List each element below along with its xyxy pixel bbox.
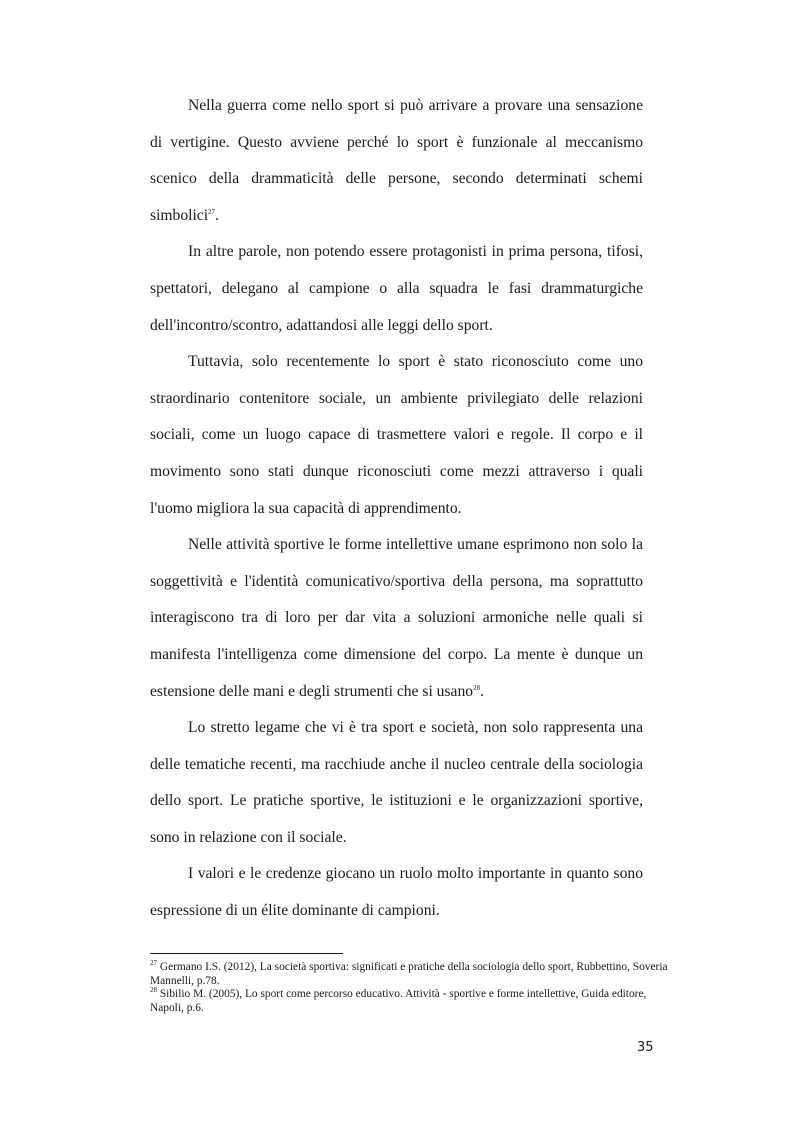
footnote-number: 28 xyxy=(150,986,157,995)
paragraph-1-end: . xyxy=(215,206,219,224)
document-body xyxy=(150,88,643,930)
footnote-ref-27[interactable]: 27 xyxy=(208,207,216,216)
paragraph-4 xyxy=(150,527,643,710)
footnotes xyxy=(150,961,670,1015)
footnote-number: 27 xyxy=(150,959,157,968)
paragraph-6: I valori e le credenze giocano un ruolo molto importante in quanto sono espressione di un élite dominante di campioni. xyxy=(150,865,643,920)
paragraph-1-text: Nella guerra come nello sport si può arrivare a provare una sensazione di vertigine. Questo avviene perché lo sport è funzionale al meccanismo scenico della drammaticità delle persone, secondo determinati schemi simbolici xyxy=(150,97,643,224)
paragraph-4-end: . xyxy=(480,682,484,700)
footnote-text: Germano I.S. (2012), La società sportiva: significati e pratiche della sociologia dello sport, Rubbettino, Soveria Mannelli, p.78. xyxy=(150,961,668,987)
paragraph-4-text: Nelle attività sportive le forme intellettive umane esprimono non solo la soggettività e l'identità comunicativo/sportiva della persona, ma soprattutto interagiscono tra di loro per dar vita a soluzioni armoniche nelle quali si manifesta l'intelligenza come dimensione del corpo. La mente è dunque un estensione delle mani e degli strumenti che si usano xyxy=(150,536,643,700)
footnote-separator xyxy=(150,953,343,954)
page-number: 35 xyxy=(637,1040,654,1055)
footnote-28 xyxy=(150,988,670,1015)
footnote-ref-28[interactable]: 28 xyxy=(473,683,481,692)
paragraph-3: Tuttavia, solo recentemente lo sport è stato riconosciuto come uno straordinario contenitore sociale, un ambiente privilegiato delle relazioni sociali, come un luogo capace di trasmettere valori e regole. Il corpo e il movimento sono stati dunque riconosciuti come mezzi attraverso i quali l'uomo migliora la sua capacità di apprendimento. xyxy=(150,353,643,517)
paragraph-1 xyxy=(150,88,643,234)
paragraph-5: Lo stretto legame che vi è tra sport e società, non solo rappresenta una delle tematiche recenti, ma racchiude anche il nucleo centrale della sociologia dello sport. Le pratiche sportive, le istituzioni e le organizzazioni sportive, sono in relazione con il sociale. xyxy=(150,719,643,846)
footnote-text: Sibilio M. (2005), Lo sport come percorso educativo. Attività - sportive e forme intellettive, Guida editore, Napoli, p.6. xyxy=(150,988,647,1014)
footnote-27 xyxy=(150,961,670,988)
paragraph-2: In altre parole, non potendo essere protagonisti in prima persona, tifosi, spettatori, delegano al campione o alla squadra le fasi drammaturgiche dell'incontro/scontro, adattandosi alle leggi dello sport. xyxy=(150,243,643,334)
